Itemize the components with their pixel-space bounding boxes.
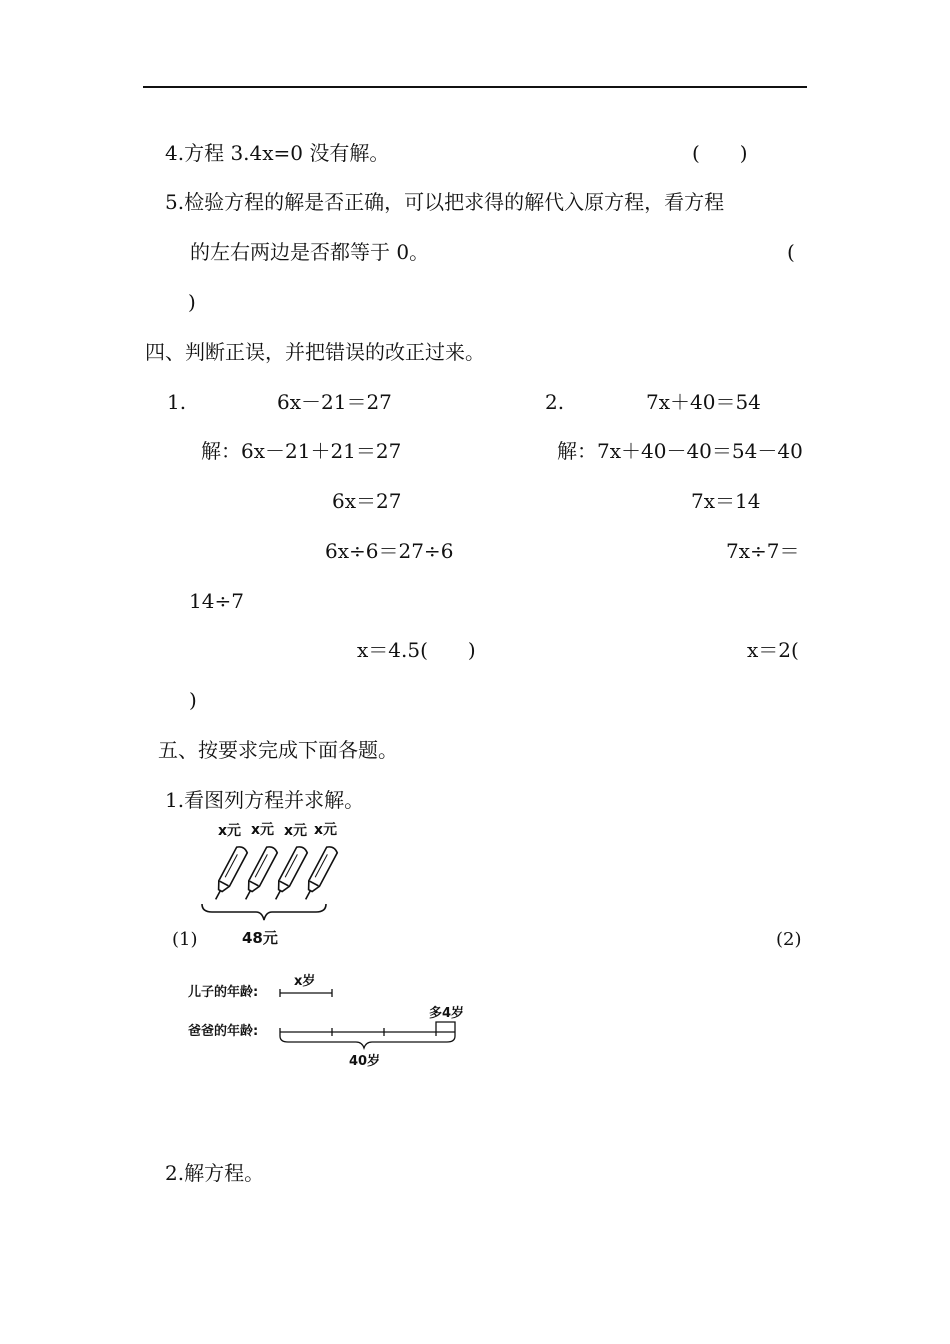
- task1-title: 1.看图列方程并求解。: [165, 788, 365, 812]
- pens-total-label: 48元: [242, 929, 278, 947]
- dad-total-label: 40岁: [349, 1054, 381, 1069]
- pen-price-label-2: x元: [251, 822, 275, 838]
- p1-number: 1.: [167, 390, 187, 414]
- dad-age-bar: [280, 1028, 455, 1036]
- dad-total-brace: [280, 1036, 455, 1048]
- p2-number: 2.: [545, 390, 565, 414]
- pens-illustration: [198, 840, 338, 920]
- pen-price-label-1: x元: [218, 823, 242, 839]
- p2-step3-continued: 14÷7: [189, 589, 244, 613]
- p2-step1: 解：7x＋40－40＝54－40: [557, 439, 803, 463]
- q5-blank-close[interactable]: ): [188, 290, 196, 314]
- son-age-bar: [280, 989, 332, 997]
- dad-age-label: 爸爸的年龄:: [188, 1024, 259, 1039]
- task1-label-1: (1): [172, 929, 198, 950]
- q5-blank-open[interactable]: (: [787, 240, 795, 264]
- pen-price-label-3: x元: [284, 823, 308, 839]
- p2-step3: 7x÷7＝: [726, 539, 800, 563]
- dad-extra-label: 多4岁: [429, 1006, 465, 1021]
- pen-icon: [210, 845, 248, 902]
- section5-title: 五、按要求完成下面各题。: [158, 738, 398, 762]
- p1-step1: 解：6x－21＋21＝27: [201, 439, 402, 463]
- p1-step3: 6x÷6＝27÷6: [325, 539, 454, 563]
- pen-price-label-4: x元: [314, 822, 338, 838]
- age-diagram: [270, 985, 470, 1055]
- q5-line1: 5.检验方程的解是否正确，可以把求得的解代入原方程，看方程: [165, 190, 725, 214]
- pens-total-brace: [202, 904, 326, 920]
- p1-step2: 6x＝27: [332, 489, 402, 513]
- task1-label-2: (2): [776, 929, 802, 950]
- q4-answer-blank[interactable]: ( ): [692, 141, 748, 165]
- p2-step4[interactable]: x＝2(: [747, 638, 799, 662]
- p1-step4[interactable]: x＝4.5( ): [357, 638, 476, 662]
- q4-text: 4.方程 3.4x=0 没有解。: [165, 141, 390, 165]
- section4-title: 四、判断正误，并把错误的改正过来。: [145, 340, 485, 364]
- header-rule: [143, 86, 807, 88]
- dad-extra-bracket: [436, 1022, 455, 1028]
- task2-title: 2.解方程。: [165, 1161, 265, 1185]
- p2-blank-close[interactable]: ): [189, 688, 197, 712]
- p2-equation: 7x＋40＝54: [646, 390, 761, 414]
- q5-line2: 的左右两边是否都等于 0。: [190, 240, 430, 264]
- son-age-value: x岁: [294, 974, 316, 989]
- p1-equation: 6x－21＝27: [277, 390, 392, 414]
- son-age-label: 儿子的年龄:: [188, 985, 259, 1000]
- p2-step2: 7x＝14: [691, 489, 761, 513]
